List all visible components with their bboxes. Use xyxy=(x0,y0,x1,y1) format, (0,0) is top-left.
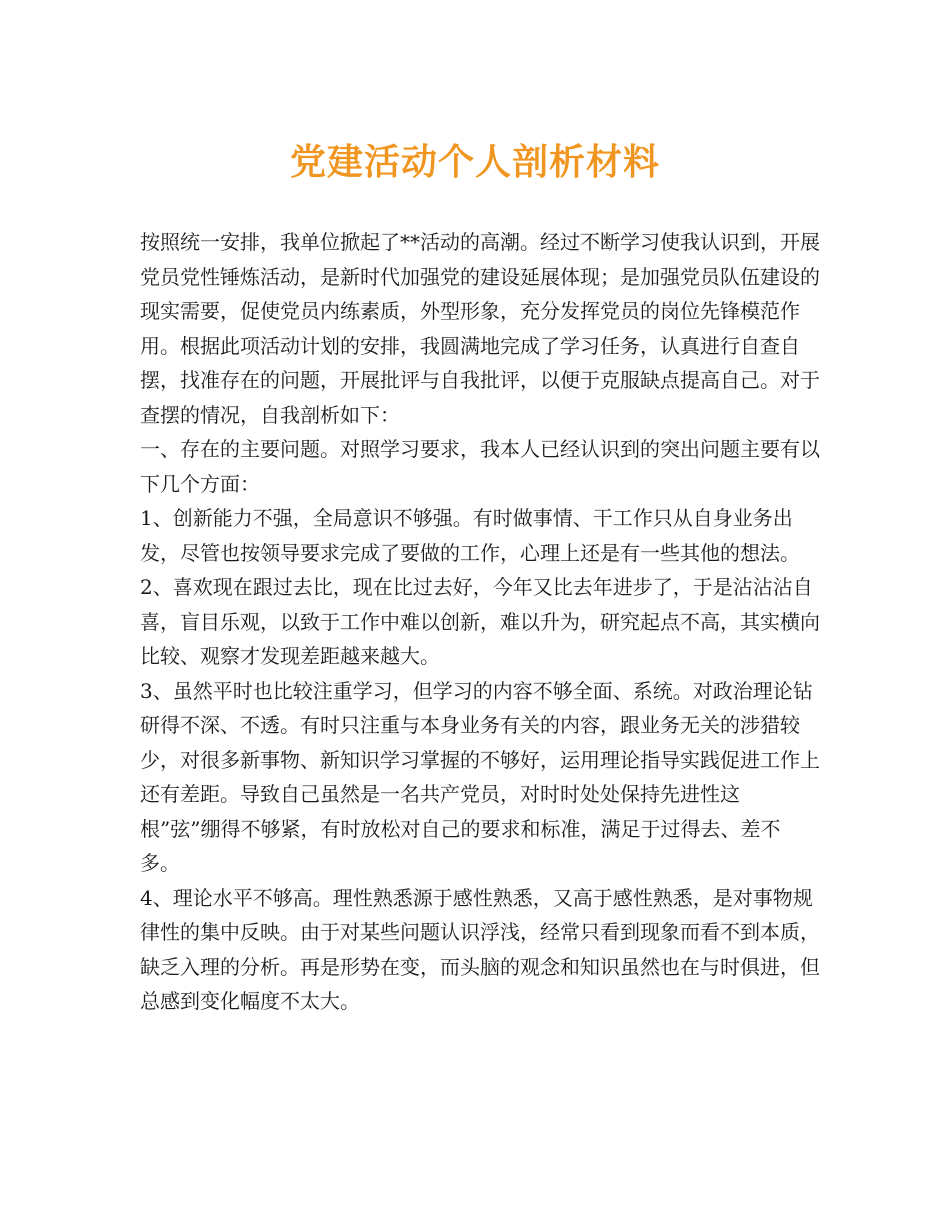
document-title: 党建活动个人剖析材料 xyxy=(289,142,660,183)
paragraph-item-4: 4、理论水平不够高。理性熟悉源于感性熟悉，又高于感性熟悉，是对事物规律性的集中反映。由于对某些问题认识浮浅，经常只看到现象而看不到本质，缺乏入理的分析。再是形势在变，而头脑的观念和知识虽然也在与时俱进，但总感到变化幅度不太大。 xyxy=(140,885,820,1013)
paragraph-item-1: 1、创新能力不强，全局意识不够强。有时做事情、干工作只从自身业务出发，尽管也按领导要求完成了要做的工作，心理上还是有一些其他的想法。 xyxy=(140,506,800,565)
paragraph-section-one: 一、存在的主要问题。对照学习要求，我本人已经认识到的突出问题主要有以下几个方面： xyxy=(140,437,820,496)
paragraph-item-2: 2、喜欢现在跟过去比，现在比过去好，今年又比去年进步了，于是沾沾沾自喜，盲目乐观，以致于工作中难以创新，难以升为，研究起点不高，其实横向比较、观察才发现差距越来越大。 xyxy=(140,575,820,668)
paragraph-item-3: 3、虽然平时也比较注重学习，但学习的内容不够全面、系统。对政治理论钻研得不深、不透。有时只注重与本身业务有关的内容，跟业务无关的涉猎较少，对很多新事物、新知识学习掌握的不够好，运用理论指导实践促进工作上还有差距。导致自己虽然是一名共产党员，对时时处处保持先进性这根”弦”绷得不够紧，有时放松对自己的要求和标准，满足于过得去、差不多。 xyxy=(140,678,820,875)
document-body xyxy=(140,225,820,1019)
paragraph-intro: 按照统一安排，我单位掀起了**活动的高潮。经过不断学习使我认识到，开展党员党性锤炼活动，是新时代加强党的建设延展体现；是加强党员队伍建设的现实需要，促使党员内练素质，外型形象，充分发挥党员的岗位先锋模范作用。根据此项活动计划的安排，我圆满地完成了学习任务，认真进行自查自摆，找准存在的问题，开展批评与自我批评，以便于克服缺点提高自己。对于查摆的情况，自我剖析如下： xyxy=(140,230,820,427)
